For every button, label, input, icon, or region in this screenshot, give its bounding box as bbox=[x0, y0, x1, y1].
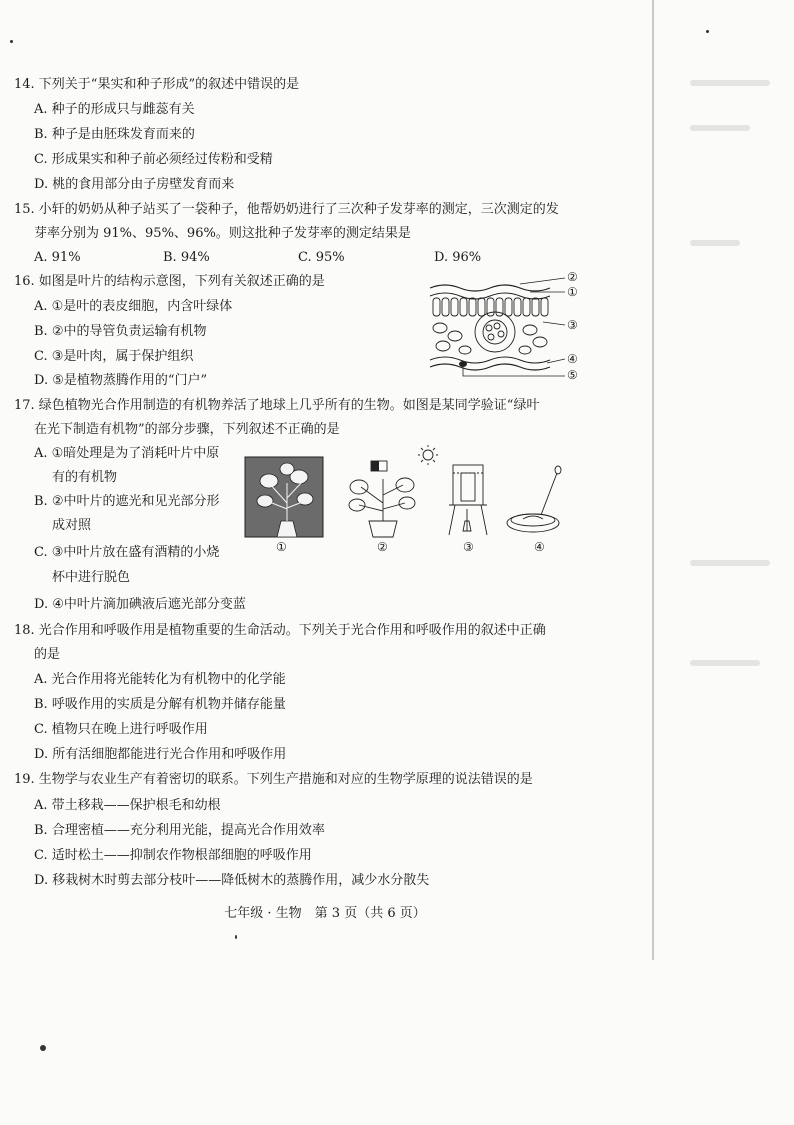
q19-option-c: C. 适时松土——抑制农作物根部细胞的呼吸作用 bbox=[34, 848, 312, 863]
q18-option-b: B. 呼吸作用的实质是分解有机物并储存能量 bbox=[34, 697, 286, 712]
q17-option-d: D. ④中叶片滴加碘液后遮光部分变蓝 bbox=[34, 597, 246, 612]
q17-option-b-line2: 成对照 bbox=[52, 518, 92, 533]
q16-option-c: C. ③是叶肉，属于保护组织 bbox=[34, 349, 194, 364]
q14-option-a: A. 种子的形成只与雌蕊有关 bbox=[34, 102, 195, 117]
scan-speck bbox=[235, 935, 237, 939]
question-15-stem-line1: 15. 小轩的奶奶从种子站买了一袋种子，他帮奶奶进行了三次种子发芽率的测定，三次测定的发 bbox=[14, 202, 559, 217]
q14-option-b: B. 种子是由胚珠发育而来的 bbox=[34, 127, 195, 142]
leaf-structure-diagram bbox=[425, 270, 585, 385]
bleed-through bbox=[690, 560, 770, 566]
leaf-label-3: ③ bbox=[567, 318, 578, 332]
q15-option-c: C. 95% bbox=[298, 250, 345, 265]
scan-speck bbox=[40, 1045, 46, 1051]
bleed-through bbox=[690, 240, 740, 246]
leaf-label-2: ② bbox=[567, 270, 578, 284]
question-18-stem-line2: 的是 bbox=[34, 647, 61, 662]
q17-option-a-line2: 有的有机物 bbox=[52, 470, 118, 485]
q17-option-b-line1: B. ②中叶片的遮光和见光部分形 bbox=[34, 494, 220, 509]
q17-option-c-line1: C. ③中叶片放在盛有酒精的小烧 bbox=[34, 545, 220, 560]
step-label-3: ③ bbox=[463, 540, 474, 554]
q16-option-a: A. ①是叶的表皮细胞，内含叶绿体 bbox=[34, 299, 233, 314]
q16-option-d: D. ⑤是植物蒸腾作用的“门户” bbox=[34, 373, 208, 388]
page-footer: 七年级 · 生物 第 3 页（共 6 页） bbox=[224, 906, 426, 921]
q17-option-a-line1: A. ①暗处理是为了消耗叶片中原 bbox=[34, 446, 220, 461]
q15-option-b: B. 94% bbox=[163, 250, 210, 265]
q15-option-d: D. 96% bbox=[434, 250, 482, 265]
bleed-through bbox=[690, 660, 760, 666]
question-19-stem: 19. 生物学与农业生产有着密切的联系。下列生产措施和对应的生物学原理的说法错误的是 bbox=[14, 772, 533, 787]
q19-option-d: D. 移栽树木时剪去部分枝叶——降低树木的蒸腾作用，减少水分散失 bbox=[34, 873, 430, 888]
step-label-1: ① bbox=[276, 540, 287, 554]
photosynthesis-steps-figure bbox=[243, 443, 563, 539]
question-18-stem-line1: 18. 光合作用和呼吸作用是植物重要的生命活动。下列关于光合作用和呼吸作用的叙述中正确 bbox=[14, 623, 546, 638]
q18-option-d: D. 所有活细胞都能进行光合作用和呼吸作用 bbox=[34, 747, 287, 762]
q15-option-a: A. 91% bbox=[34, 250, 81, 265]
bleed-through bbox=[690, 80, 770, 86]
q14-option-d: D. 桃的食用部分由子房壁发育而来 bbox=[34, 177, 235, 192]
q17-option-c-line2: 杯中进行脱色 bbox=[52, 570, 131, 585]
q19-option-b: B. 合理密植——充分利用光能，提高光合作用效率 bbox=[34, 823, 325, 838]
q16-option-b: B. ②中的导管负责运输有机物 bbox=[34, 324, 207, 339]
q18-option-a: A. 光合作用将光能转化为有机物中的化学能 bbox=[34, 672, 286, 687]
leaf-label-5: ⑤ bbox=[567, 368, 578, 382]
leaf-label-1: ① bbox=[567, 285, 578, 299]
q19-option-a: A. 带土移栽——保护根毛和幼根 bbox=[34, 798, 221, 813]
page-fold bbox=[652, 0, 654, 960]
scan-speck bbox=[706, 30, 709, 33]
step-label-2: ② bbox=[377, 540, 388, 554]
q14-option-c: C. 形成果实和种子前必须经过传粉和受精 bbox=[34, 152, 273, 167]
q18-option-c: C. 植物只在晚上进行呼吸作用 bbox=[34, 722, 208, 737]
question-15-stem-line2: 芽率分别为 91%、95%、96%。则这批种子发芽率的测定结果是 bbox=[34, 226, 411, 241]
step-label-4: ④ bbox=[534, 540, 545, 554]
bleed-through bbox=[690, 125, 750, 131]
question-17-stem-line2: 在光下制造有机物”的部分步骤，下列叙述不正确的是 bbox=[34, 422, 340, 437]
question-16-stem: 16. 如图是叶片的结构示意图，下列有关叙述正确的是 bbox=[14, 274, 325, 289]
leaf-label-4: ④ bbox=[567, 352, 578, 366]
question-14-stem: 14. 下列关于“果实和种子形成”的叙述中错误的是 bbox=[14, 77, 300, 92]
question-17-stem-line1: 17. 绿色植物光合作用制造的有机物养活了地球上几乎所有的生物。如图是某同学验证“绿叶 bbox=[14, 398, 540, 413]
scan-speck bbox=[10, 40, 13, 43]
